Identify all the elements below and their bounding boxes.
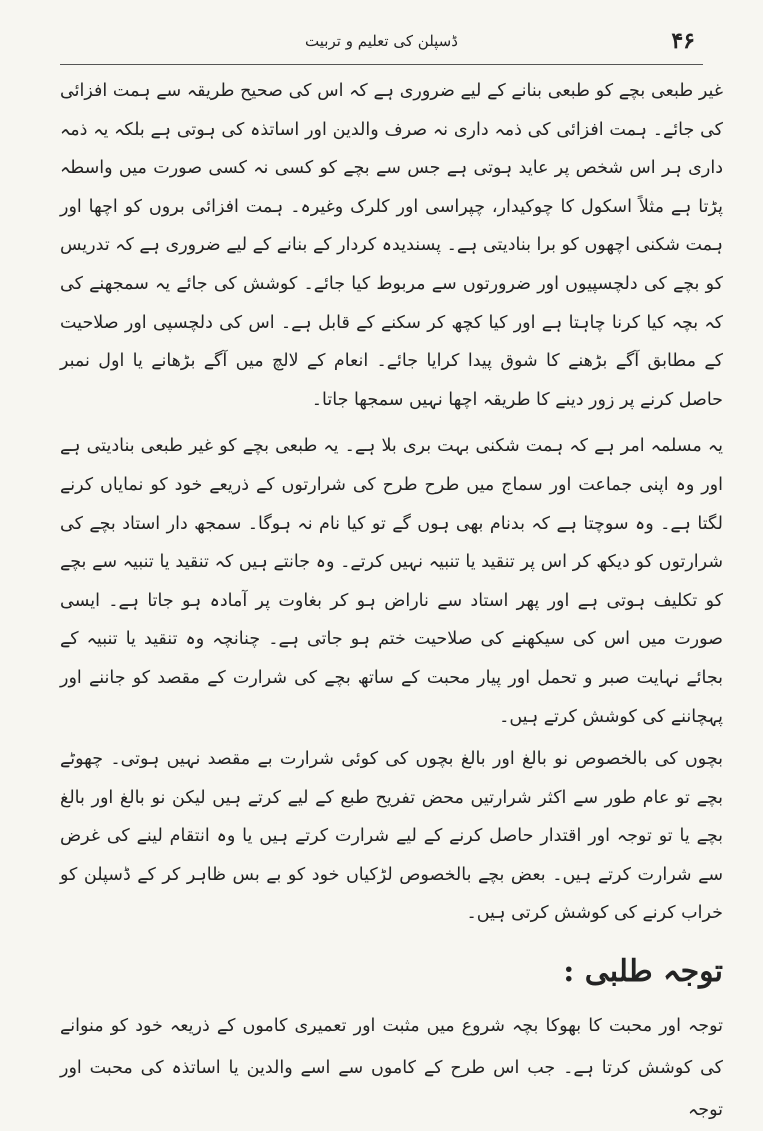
page-number: ۴۶ (671, 28, 695, 54)
header-divider (60, 64, 703, 65)
paragraph-encouragement: غیر طبعی بچے کو طبعی بنانے کے لیے ضروری ہے کہ اس کی صحیح طریقہ سے ہمت افزائی کی جائے۔ ہمت افزائی کی ذمہ داری نہ صرف والدین اور اساتذہ کی ہوتی ہے بلکہ یہ ذمہ داری ہر اس شخص پر عاید ہوتی ہے جس سے بچے کو کسی نہ کسی صورت میں واسطہ پڑتا ہے مثلاً اسکول کا چوکیدار، چپراسی اور کلرک وغیرہ۔ ہمت افزائی بروں کو اچھا اور ہمت شکنی اچھوں کو برا بنادیتی ہے۔ پسندیدہ کردار کے بنانے کے لیے ضروری ہے کہ تدریس کو بچے کی دلچسپیوں اور ضرورتوں سے مربوط کیا جائے۔ کوشش کی جائے یہ سمجھنے کی کہ بچہ کیا کرنا چاہتا ہے اور کیا کچھ کر سکنے کے قابل ہے۔ اس کی دلچسپی اور صلاحیت کے مطابق آگے بڑھنے کا شوق پیدا کرایا جائے۔ انعام کے لالچ میں آگے بڑھانے یا اول نمبر حاصل کرنے پر زور دینے کا طریقہ اچھا نہیں سمجھا جاتا۔ (60, 81, 723, 410)
book-title: ڈسپلن کی تعلیم و تربیت (305, 32, 458, 50)
running-header (60, 28, 703, 62)
body-text (60, 72, 723, 1131)
paragraph-discouragement: یہ مسلمہ امر ہے کہ ہمت شکنی بہت بری بلا ہے۔ یہ طبعی بچے کو غیر طبعی بنادیتی ہے اور وہ اپنی جماعت اور سماج میں طرح طرح کی شرارتوں کے ذریعے خود کو نمایاں کرنے لگتا ہے۔ وہ سوچتا ہے کہ بدنام بھی ہوں گے تو کیا نام نہ ہوگا۔ سمجھ دار استاد بچے کی شرارتوں کو دیکھ کر اس پر تنقید یا تنبیہ نہیں کرتے۔ وہ جانتے ہیں کہ تنقید یا تنبیہ سے بچے کو تکلیف ہوتی ہے اور پھر استاد سے ناراض ہو کر بغاوت پر آمادہ ہو جاتا ہے۔ ایسی صورت میں اس کی سیکھنے کی صلاحیت ختم ہو جاتی ہے۔ چنانچہ وہ تنقید یا تنبیہ کے بجائے نہایت صبر و تحمل اور پیار محبت کے ساتھ بچے کی شرارت کے مقصد کو جاننے اور پہچاننے کی کوشش کرتے ہیں۔ (60, 436, 723, 727)
section-heading: توجہ طلبی : (563, 954, 723, 990)
paragraph-mischief-purpose: بچوں کی بالخصوص نو بالغ اور بالغ بچوں کی کوئی شرارت بے مقصد نہیں ہوتی۔ چھوٹے بچے تو عام طور سے اکثر شرارتیں محض تفریح طبع کے لیے کرتے ہیں لیکن نو بالغ اور بالغ بچے یا تو توجہ اور اقتدار حاصل کرنے کے لیے شرارت کرتے ہیں یا وہ انتقام لینے کی غرض سے شرارت کرتے ہیں۔ بعض بچے بالخصوص لڑکیاں خود کو بے بس ظاہر کر کے ڈسپلن کو خراب کرنے کی کوشش کرتی ہیں۔ (60, 749, 723, 924)
paragraph-attention-seeking: توجہ اور محبت کا بھوکا بچہ شروع میں مثبت اور تعمیری کاموں کے ذریعہ خود کو منوانے کی کوشش کرتا ہے۔ جب اس طرح کے کاموں سے اسے والدین یا اساتذہ کی محبت اور توجہ (60, 1016, 723, 1121)
